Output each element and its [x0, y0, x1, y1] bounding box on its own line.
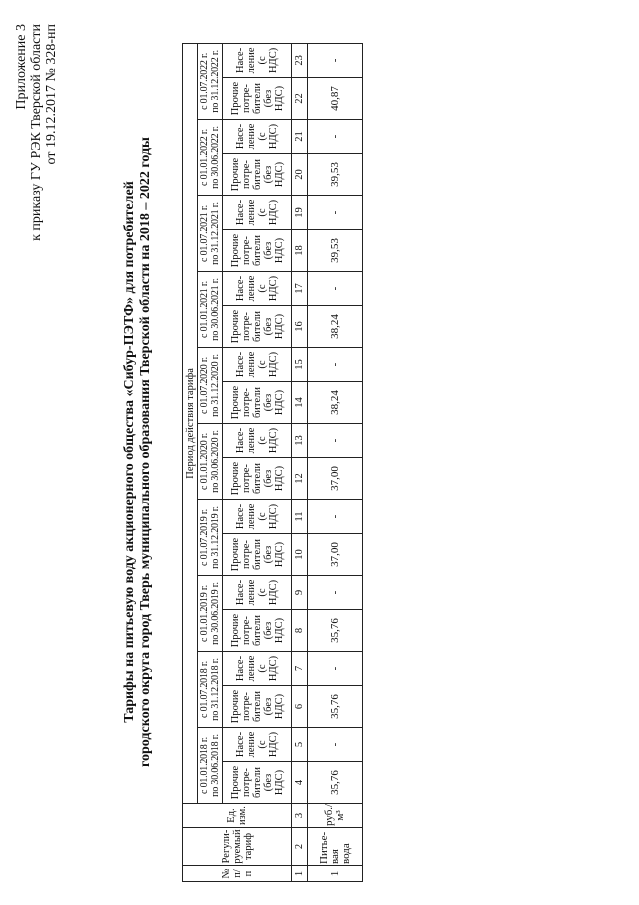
tariff-value-cell: 37,00 — [308, 458, 363, 500]
column-number-cell: 18 — [292, 230, 308, 272]
tariff-value-cell: 35,76 — [308, 762, 363, 804]
tariff-value-cell: 39,53 — [308, 230, 363, 272]
period-to: по 31.12.2020 г. — [210, 354, 221, 417]
column-number-cell: 4 — [292, 762, 308, 804]
tariff-value-cell: 39,53 — [308, 154, 363, 196]
column-number-cell: 7 — [292, 652, 308, 686]
column-number-cell: 1 — [292, 866, 308, 882]
period-to: по 30.06.2019 г. — [210, 582, 221, 645]
subheader-other-consumers: Прочие потре-бители (без НДС) — [223, 154, 292, 196]
period-to: по 31.12.2018 г. — [210, 658, 221, 721]
header-row-period-title — [183, 43, 198, 881]
document-title — [122, 12, 154, 892]
period-cell — [198, 728, 223, 804]
subheader-other-consumers: Прочие потре-бители (без НДС) — [223, 458, 292, 500]
period-from: с 01.01.2020 г. — [199, 433, 210, 490]
appendix-line-3: от 19.12.2017 № 328-нп — [44, 24, 59, 165]
column-number-cell: 19 — [292, 196, 308, 230]
appendix-header — [14, 24, 59, 241]
row-tariff-cell: Питье-вая вода — [308, 828, 363, 866]
period-to: по 30.06.2020 г. — [210, 430, 221, 493]
column-number-cell: 11 — [292, 500, 308, 534]
period-cell — [198, 120, 223, 196]
tariff-value-cell: - — [308, 348, 363, 382]
column-number-cell: 22 — [292, 78, 308, 120]
subheader-other-consumers: Прочие потре-бители (без НДС) — [223, 306, 292, 348]
column-number-cell: 20 — [292, 154, 308, 196]
tariff-table — [182, 43, 363, 882]
subheader-population: Насе-ление (с НДС) — [223, 120, 292, 154]
subheader-population: Насе-ление (с НДС) — [223, 196, 292, 230]
subheader-other-consumers: Прочие потре-бители (без НДС) — [223, 762, 292, 804]
period-cell — [198, 348, 223, 424]
period-to: по 31.12.2021 г. — [210, 202, 221, 265]
table-row — [308, 43, 363, 881]
column-number-cell: 6 — [292, 686, 308, 728]
period-cell — [198, 500, 223, 576]
period-cell — [198, 43, 223, 119]
tariff-value-cell: - — [308, 500, 363, 534]
tariff-value-cell: - — [308, 576, 363, 610]
column-number-cell: 3 — [292, 804, 308, 828]
column-number-cell: 12 — [292, 458, 308, 500]
tariff-value-cell: 35,76 — [308, 686, 363, 728]
period-to: по 30.06.2021 г. — [210, 278, 221, 341]
tariff-value-cell: 37,00 — [308, 534, 363, 576]
subheader-other-consumers: Прочие потре-бители (без НДС) — [223, 534, 292, 576]
tariff-value-cell: - — [308, 424, 363, 458]
period-from: с 01.01.2021 г. — [199, 281, 210, 338]
column-number-cell: 17 — [292, 272, 308, 306]
tariff-value-cell: 40,87 — [308, 78, 363, 120]
subheader-population: Насе-ление (с НДС) — [223, 348, 292, 382]
period-from: с 01.07.2021 г. — [199, 205, 210, 262]
tariff-value-cell: - — [308, 728, 363, 762]
tariff-value-cell: - — [308, 43, 363, 77]
tariff-value-cell: - — [308, 120, 363, 154]
title-line-2: городского округа город Тверь муниципального образования Тверской области на 2018 – 2022 годы — [138, 137, 153, 767]
tariff-value-cell: - — [308, 196, 363, 230]
header-cell-no: № п/п — [183, 866, 292, 882]
subheader-population: Насе-ление (с НДС) — [223, 652, 292, 686]
period-from: с 01.07.2022 г. — [199, 52, 210, 110]
period-to: по 31.12.2022 г. — [210, 50, 221, 113]
subheader-population: Насе-ление (с НДС) — [223, 424, 292, 458]
period-cell — [198, 196, 223, 272]
subheader-other-consumers: Прочие потре-бители (без НДС) — [223, 382, 292, 424]
tariff-value-cell: 38,24 — [308, 382, 363, 424]
header-cell-period: Период действия тарифа — [183, 43, 198, 803]
period-to: по 30.06.2022 г. — [210, 126, 221, 189]
row-unit-cell: руб./м³ — [308, 804, 363, 828]
subheader-other-consumers: Прочие потре-бители (без НДС) — [223, 610, 292, 652]
subheader-population: Насе-ление (с НДС) — [223, 728, 292, 762]
tariff-value-cell: - — [308, 272, 363, 306]
period-cell — [198, 652, 223, 728]
appendix-line-2: к приказу ГУ РЭК Тверской области — [29, 24, 44, 241]
column-number-cell: 10 — [292, 534, 308, 576]
header-row-periods — [198, 43, 223, 881]
column-number-cell: 14 — [292, 382, 308, 424]
column-number-cell: 13 — [292, 424, 308, 458]
column-number-cell: 8 — [292, 610, 308, 652]
column-number-cell: 5 — [292, 728, 308, 762]
subheader-other-consumers: Прочие потре-бители (без НДС) — [223, 78, 292, 120]
period-from: с 01.07.2020 г. — [199, 357, 210, 414]
subheader-population: Насе-ление (с НДС) — [223, 576, 292, 610]
period-from: с 01.07.2018 г. — [199, 661, 210, 718]
subheader-population: Насе-ление (с НДС) — [223, 272, 292, 306]
column-number-cell: 9 — [292, 576, 308, 610]
period-from: с 01.01.2018 г. — [199, 737, 210, 794]
column-number-cell: 23 — [292, 43, 308, 77]
column-number-cell: 15 — [292, 348, 308, 382]
header-cell-unit: Ед. изм. — [183, 804, 292, 828]
subheader-other-consumers: Прочие потре-бители (без НДС) — [223, 686, 292, 728]
period-to: по 30.06.2018 г. — [210, 734, 221, 797]
tariff-value-cell: 35,76 — [308, 610, 363, 652]
column-number-cell: 16 — [292, 306, 308, 348]
subheader-other-consumers: Прочие потре-бители (без НДС) — [223, 230, 292, 272]
period-from: с 01.01.2022 г. — [199, 129, 210, 186]
period-from: с 01.01.2019 г. — [199, 585, 210, 642]
tariff-table-container — [182, 44, 363, 882]
subheader-population: Насе-ление (с НДС) — [223, 500, 292, 534]
title-line-1: Тарифы на питьевую воду акционерного общества «Сибур-ПЭТФ» для потребителей — [122, 181, 137, 723]
column-number-cell: 21 — [292, 120, 308, 154]
tariff-value-cell: 38,24 — [308, 306, 363, 348]
period-from: с 01.07.2019 г. — [199, 509, 210, 566]
header-cell-tariff: Регули-руемый тариф — [183, 828, 292, 866]
appendix-line-1: Приложение 3 — [14, 24, 29, 110]
period-to: по 31.12.2019 г. — [210, 506, 221, 569]
period-cell — [198, 272, 223, 348]
header-row-consumer-types — [223, 43, 292, 881]
subheader-population: Насе-ление (с НДС) — [223, 43, 292, 77]
header-row-column-numbers — [292, 43, 308, 881]
period-cell — [198, 424, 223, 500]
row-number-cell: 1 — [308, 866, 363, 882]
period-cell — [198, 576, 223, 652]
tariff-value-cell: - — [308, 652, 363, 686]
rotated-landscape-sheet — [10, 12, 630, 892]
column-number-cell: 2 — [292, 828, 308, 866]
